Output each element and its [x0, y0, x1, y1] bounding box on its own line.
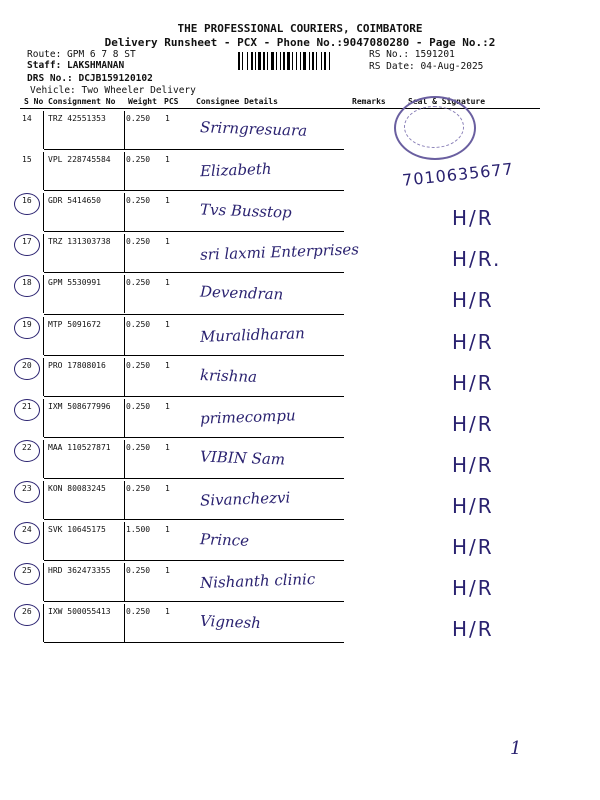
row-sep [124, 111, 125, 149]
row-signature-handwriting: H/R [452, 493, 494, 518]
row-sep [43, 317, 44, 355]
row-weight: 0.250 [126, 442, 151, 452]
row-sno: 21 [22, 401, 32, 411]
col-consignee: Consignee Details [196, 97, 278, 106]
row-sno: 16 [22, 196, 32, 206]
row-weight: 0.250 [126, 155, 151, 165]
row-sep [124, 481, 125, 519]
row-consignee-handwriting: krishna [199, 365, 258, 386]
row-sep [43, 111, 44, 149]
row-consignee-handwriting: Srirngresuara [199, 118, 308, 140]
row-signature-handwriting: H/R [452, 370, 494, 395]
row-pcs: 1 [165, 442, 170, 452]
row-sep [43, 563, 44, 601]
row-rule [44, 642, 344, 643]
row-signature-handwriting: H/R [452, 535, 494, 559]
row-weight: 1.500 [126, 525, 151, 534]
row-pcs: 1 [165, 196, 170, 206]
row-rule [44, 314, 344, 315]
row-sep [124, 522, 125, 560]
row-weight: 0.250 [126, 278, 151, 288]
row-consignment-no: HRD 362473355 [48, 566, 111, 576]
row-consignment-no: MTP 5091672 [48, 319, 101, 329]
row-sno: 18 [22, 278, 32, 288]
row-rule [44, 355, 344, 356]
row-sep [43, 152, 44, 190]
row-pcs: 1 [165, 525, 170, 534]
row-consignment-no: VPL 228745584 [48, 155, 111, 165]
staff-label: Staff: LAKSHMANAN [27, 60, 125, 71]
row-sep [124, 234, 125, 272]
col-signature: Seal & Signature [408, 97, 486, 106]
row-rule [44, 478, 344, 479]
col-consignment: Consignment No [48, 97, 116, 106]
row-consignee-handwriting: primecompu [199, 406, 296, 428]
row-consignee-handwriting: Vignesh [199, 612, 262, 633]
row-sep [43, 440, 44, 478]
row-pcs: 1 [165, 237, 170, 247]
row-pcs: 1 [165, 155, 170, 165]
row-rule [44, 601, 344, 602]
row-rule [44, 396, 344, 397]
row-sep [43, 358, 44, 396]
seal-stamp-inner [404, 106, 464, 148]
row-consignment-no: PRO 17808016 [48, 360, 106, 370]
row-sep [124, 604, 125, 642]
row-weight: 0.250 [126, 607, 151, 617]
row-signature-handwriting: H/R [452, 329, 494, 354]
rs-date-label: RS Date: 04-Aug-2025 [369, 61, 484, 72]
col-sno: S No [24, 97, 44, 106]
row-sep [124, 275, 125, 313]
row-sep [124, 358, 125, 396]
row-sep [43, 604, 44, 642]
row-consignee-handwriting: Sivanchezvi [199, 488, 291, 510]
row-consignee-handwriting: Elizabeth [199, 159, 272, 181]
drs-label: DRS No.: DCJB159120102 [27, 73, 153, 84]
row-consignment-no: TRZ 131303738 [48, 237, 111, 247]
col-weight: Weight [128, 97, 157, 106]
row-consignee-handwriting: sri laxmi Enterprises [199, 240, 360, 265]
row-consignee-handwriting: Tvs Busstop [199, 200, 292, 222]
row-signature-handwriting: H/R [452, 411, 494, 436]
row-pcs: 1 [165, 360, 170, 370]
row-sno: 22 [22, 442, 32, 452]
row-sno: 19 [22, 319, 32, 329]
row-pcs: 1 [165, 401, 170, 411]
row-consignment-no: IXM 508677996 [48, 401, 111, 411]
row-rule [44, 437, 344, 438]
row-consignment-no: KON 80083245 [48, 483, 106, 493]
row-signature-handwriting: H/R [452, 576, 494, 601]
row-consignee-handwriting: Nishanth clinic [199, 570, 316, 593]
row-weight: 0.250 [126, 196, 151, 206]
row-sep [124, 193, 125, 231]
row-weight: 0.250 [126, 319, 151, 329]
row-sno: 24 [22, 525, 32, 534]
barcode [238, 52, 362, 70]
row-sep [43, 275, 44, 313]
row-rule [44, 149, 344, 150]
row-sno: 15 [22, 155, 32, 165]
row-consignee-handwriting: Muralidharan [199, 323, 306, 346]
row-sep [124, 152, 125, 190]
row-rule [44, 272, 344, 273]
row-pcs: 1 [165, 483, 170, 493]
row-consignment-no: GDR 5414650 [48, 196, 101, 206]
row-sep [43, 234, 44, 272]
row-sep [124, 317, 125, 355]
row-sep [43, 193, 44, 231]
row-consignee-handwriting: Prince [199, 530, 250, 550]
row-pcs: 1 [165, 319, 170, 329]
rs-no-label: RS No.: 1591201 [369, 49, 455, 60]
row-pcs: 1 [165, 566, 170, 576]
row-rule [44, 519, 344, 520]
row-weight: 0.250 [126, 483, 151, 493]
row-sno: 23 [22, 483, 32, 493]
row-weight: 0.250 [126, 360, 151, 370]
row-sep [124, 399, 125, 437]
row-sno: 26 [22, 607, 32, 617]
row-consignee-handwriting: VIBIN Sam [199, 447, 286, 469]
row-weight: 0.250 [126, 237, 151, 247]
row-signature-handwriting: H/R. [452, 247, 502, 272]
row-consignment-no: SVK 10645175 [48, 525, 106, 534]
row-signature-handwriting: H/R [452, 452, 494, 477]
row-signature-handwriting: H/R [452, 617, 494, 642]
row-rule [44, 560, 344, 561]
row-consignment-no: GPM 5530991 [48, 278, 101, 288]
route-label: Route: GPM 6 7 8 ST [27, 49, 136, 60]
row-signature-handwriting: 7010635677 [401, 159, 515, 190]
row-sep [124, 563, 125, 601]
col-remarks: Remarks [352, 97, 386, 106]
row-sep [124, 440, 125, 478]
row-pcs: 1 [165, 278, 170, 288]
row-sno: 17 [22, 237, 32, 247]
row-signature-handwriting: H/R [452, 206, 494, 231]
row-sep [43, 522, 44, 560]
runsheet-subtitle: Delivery Runsheet - PCX - Phone No.:9047080280 - Page No.:2 [104, 36, 496, 49]
row-sno: 25 [22, 566, 32, 576]
footer-mark: 1 [510, 738, 522, 759]
vehicle-label: Vehicle: Two Wheeler Delivery [30, 85, 196, 96]
col-pcs: PCS [164, 97, 179, 106]
row-weight: 0.250 [126, 401, 151, 411]
row-sep [43, 481, 44, 519]
row-weight: 0.250 [126, 114, 151, 123]
row-weight: 0.250 [126, 566, 151, 576]
row-consignment-no: IXW 500055413 [48, 607, 111, 617]
row-consignment-no: MAA 110527871 [48, 442, 111, 452]
row-sep [43, 399, 44, 437]
company-title: THE PROFESSIONAL COURIERS, COIMBATORE [177, 22, 423, 35]
row-sno: 14 [22, 114, 32, 123]
row-pcs: 1 [165, 607, 170, 617]
row-rule [44, 190, 344, 191]
row-consignment-no: TRZ 42551353 [48, 114, 106, 123]
row-signature-handwriting: H/R [452, 288, 494, 313]
row-sno: 20 [22, 360, 32, 370]
row-pcs: 1 [165, 114, 170, 123]
row-rule [44, 231, 344, 232]
row-consignee-handwriting: Devendran [199, 282, 284, 304]
